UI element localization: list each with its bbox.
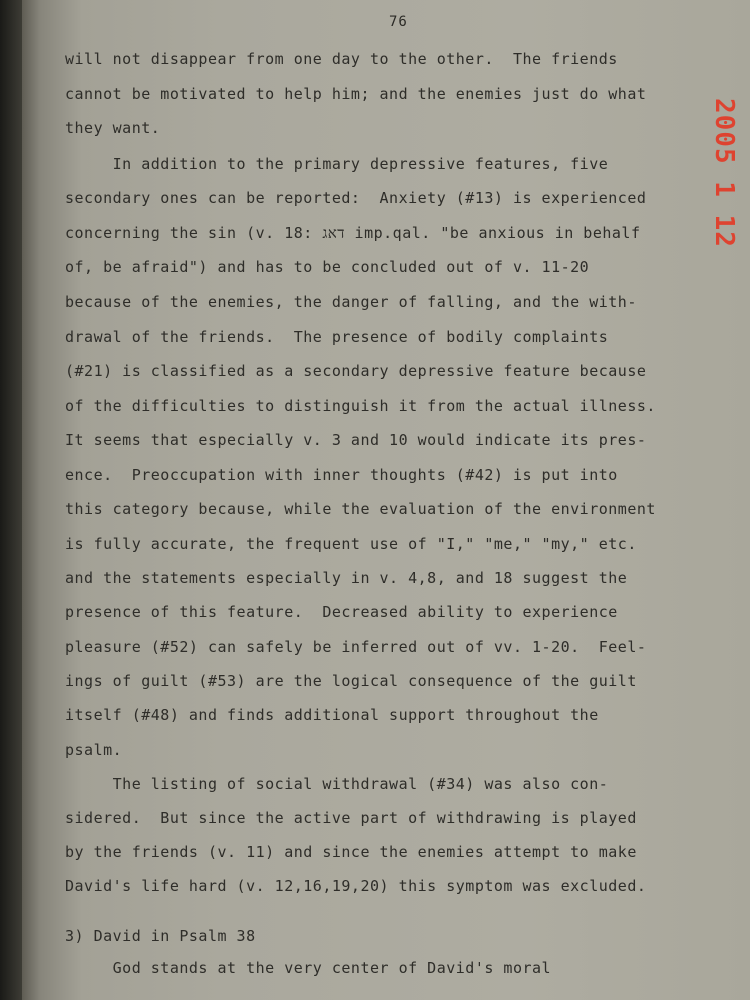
- text-line: It seems that especially v. 3 and 10 would indicate its pres-: [65, 431, 647, 449]
- text-line: of the difficulties to distinguish it from the actual illness.: [65, 397, 656, 415]
- text-line: secondary ones can be reported: Anxiety (#13) is experienced: [65, 189, 647, 207]
- text-line: The listing of social withdrawal (#34) was also con-: [65, 775, 609, 793]
- book-page: [22, 0, 750, 1000]
- text-line: they want.: [65, 119, 161, 137]
- text-line: cannot be motivated to help him; and the enemies just do what: [65, 85, 647, 103]
- text-line: because of the enemies, the danger of falling, and the with-: [65, 293, 637, 311]
- text-line: by the friends (v. 11) and since the enemies attempt to make: [65, 843, 637, 861]
- text-line: will not disappear from one day to the other. The friends: [65, 50, 618, 68]
- text-line: psalm.: [65, 741, 123, 759]
- text-line: (#21) is classified as a secondary depressive feature because: [65, 362, 647, 380]
- date-stamp-text: 2005 1 12: [709, 98, 739, 248]
- text-line: of, be afraid") and has to be concluded out of v. 11-20: [65, 258, 590, 276]
- camera-date-stamp: [682, 98, 739, 258]
- text-line: presence of this feature. Decreased ability to experience: [65, 603, 618, 621]
- page-number: 76: [389, 14, 408, 30]
- book-binding-shadow: [0, 0, 22, 1000]
- text-line: drawal of the friends. The presence of bodily complaints: [65, 328, 609, 346]
- text-line: and the statements especially in v. 4,8, and 18 suggest the: [65, 569, 628, 587]
- section-heading: 3) David in Psalm 38: [65, 927, 256, 945]
- text-line: itself (#48) and finds additional support throughout the: [65, 706, 599, 724]
- text-line: David's life hard (v. 12,16,19,20) this symptom was excluded.: [65, 877, 647, 895]
- text-line: ence. Preoccupation with inner thoughts (#42) is put into: [65, 466, 618, 484]
- text-line: sidered. But since the active part of withdrawing is played: [65, 809, 637, 827]
- text-line: pleasure (#52) can safely be inferred out of vv. 1-20. Feel-: [65, 638, 647, 656]
- text-line: this category because, while the evaluation of the environment: [65, 500, 656, 518]
- text-line: God stands at the very center of David's moral: [65, 959, 552, 977]
- text-line: concerning the sin (v. 18: דאג imp.qal. "be anxious in behalf: [65, 224, 641, 242]
- text-line: ings of guilt (#53) are the logical consequence of the guilt: [65, 672, 637, 690]
- text-line: is fully accurate, the frequent use of "I," "me," "my," etc.: [65, 535, 637, 553]
- text-line: In addition to the primary depressive features, five: [65, 155, 609, 173]
